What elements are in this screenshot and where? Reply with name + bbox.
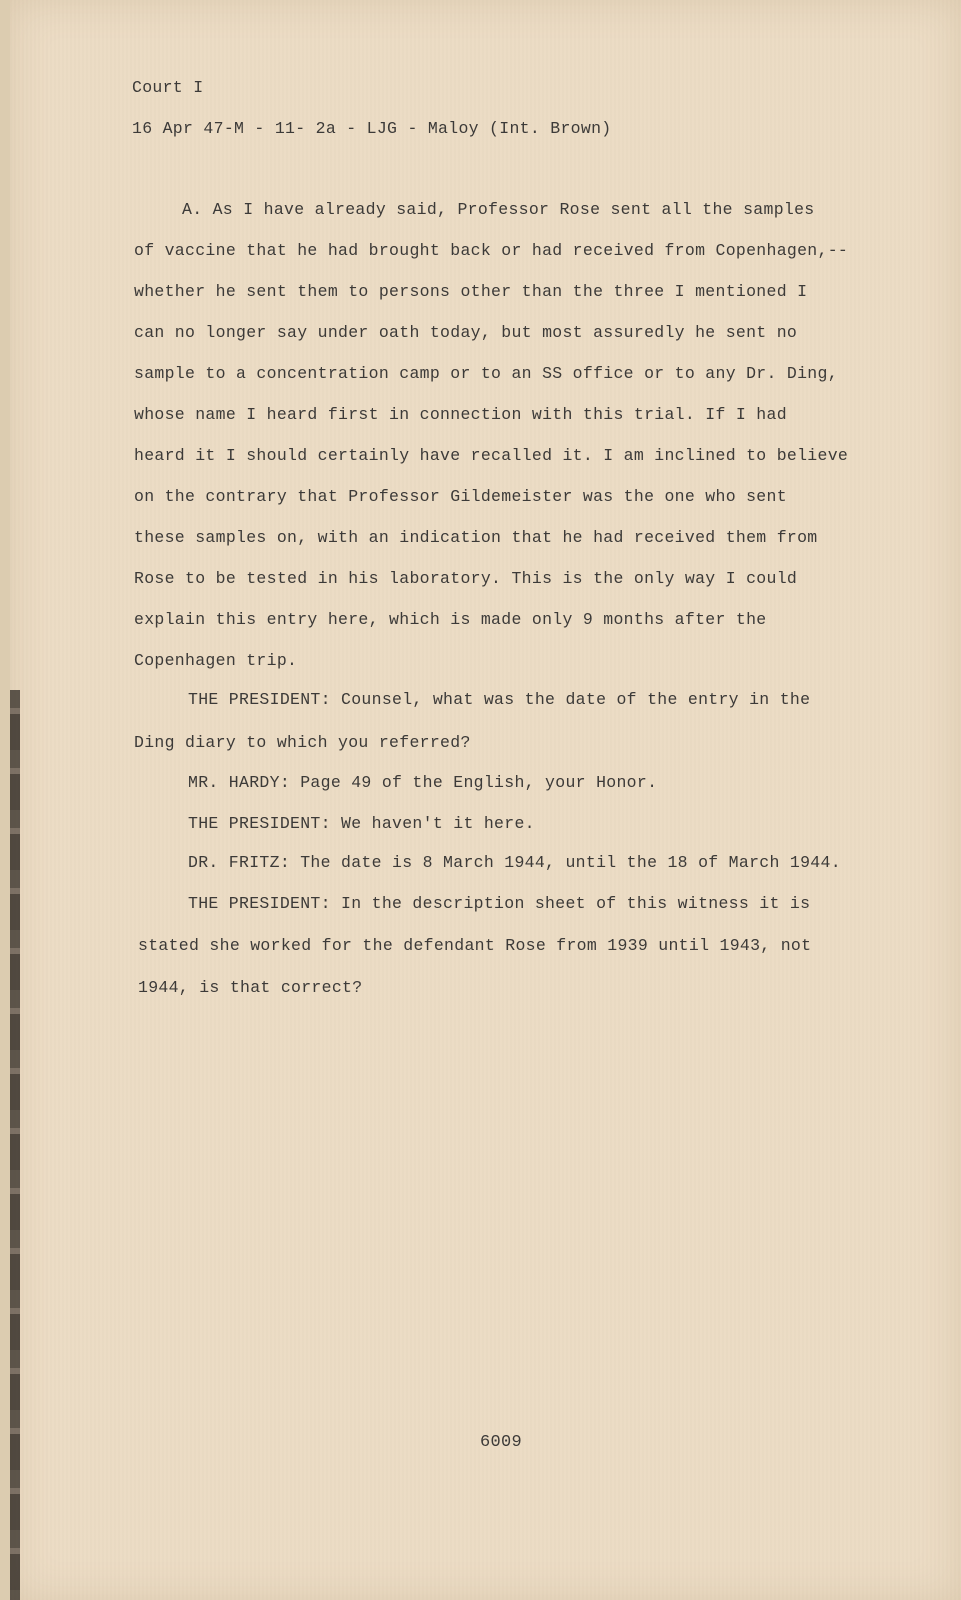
transcript-line: Copenhagen trip. (134, 651, 298, 670)
transcript-line: heard it I should certainly have recalled it. I am inclined to believe (134, 446, 849, 465)
transcript-line: sample to a concentration camp or to an SS office or to any Dr. Ding, (134, 364, 838, 383)
document-page (10, 0, 961, 1600)
transcript-line: whose name I heard first in connection with this trial. If I had (134, 405, 787, 424)
transcript-line: whether he sent them to persons other than the three I mentioned I (134, 282, 808, 301)
transcript-line: explain this entry here, which is made only 9 months after the (134, 610, 767, 629)
transcript-line: on the contrary that Professor Gildemeister was the one who sent (134, 487, 787, 506)
session-heading: 16 Apr 47-M - 11- 2a - LJG - Maloy (Int. Brown) (132, 119, 612, 138)
transcript-line: stated she worked for the defendant Rose from 1939 until 1943, not (138, 936, 812, 955)
transcript-line: THE PRESIDENT: Counsel, what was the date of the entry in the (188, 690, 811, 709)
transcript-line: DR. FRITZ: The date is 8 March 1944, until the 18 of March 1944. (188, 853, 841, 872)
torn-edge-shadow (10, 690, 20, 1600)
transcript-line: THE PRESIDENT: In the description sheet of this witness it is (188, 894, 811, 913)
transcript-line: A. As I have already said, Professor Rose sent all the samples (182, 200, 815, 219)
transcript-line: THE PRESIDENT: We haven't it here. (188, 814, 535, 833)
transcript-line: Rose to be tested in his laboratory. This is the only way I could (134, 569, 798, 588)
transcript-line: can no longer say under oath today, but most assuredly he sent no (134, 323, 798, 342)
transcript-line: MR. HARDY: Page 49 of the English, your Honor. (188, 773, 658, 792)
transcript-line: 1944, is that correct? (138, 978, 363, 997)
transcript-line: these samples on, with an indication that he had received them from (134, 528, 818, 547)
transcript-line: of vaccine that he had brought back or had received from Copenhagen,-- (134, 241, 849, 260)
court-heading: Court I (132, 78, 204, 97)
page-number: 6009 (480, 1433, 523, 1452)
transcript-line: Ding diary to which you referred? (134, 733, 471, 752)
